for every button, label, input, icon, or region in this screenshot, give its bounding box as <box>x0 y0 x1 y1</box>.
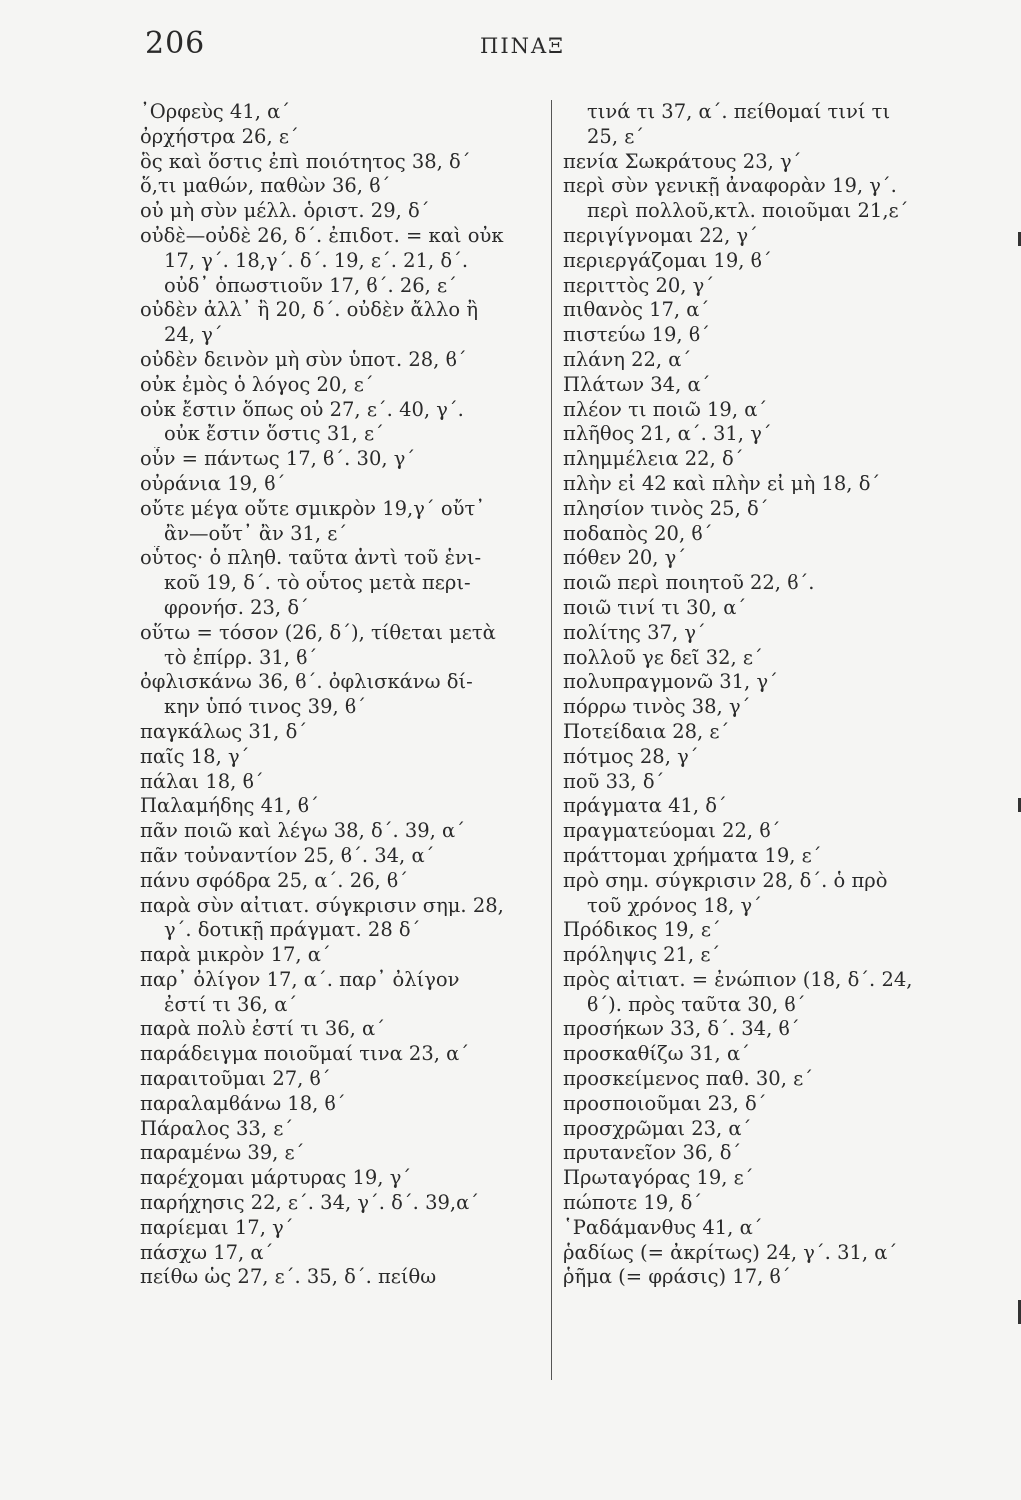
page-header <box>0 26 1021 70</box>
index-entry-line: πώποτε 19, δ΄ <box>563 1191 703 1215</box>
running-title: ΠΙΝΑΞ <box>480 34 565 58</box>
page-number: 206 <box>145 26 206 61</box>
index-entry-line: προσποιοῦμαι 23, δ΄ <box>563 1091 767 1115</box>
index-entry-line: πόθεν 20, γ΄ <box>563 546 687 570</box>
index-entry-line: πράγματα 41, δ΄ <box>563 794 727 818</box>
index-entry-line: οὕτω = τόσον (26, δ΄), τίθεται μετὰ <box>140 620 496 644</box>
index-entry-line: οὖν = πάντως 17, ϐ΄. 30, γ΄ <box>140 447 416 471</box>
index-entry-line: ποιῶ τινί τι 30, α΄ <box>563 595 747 619</box>
index-entry-line: πόρρω τινὸς 38, γ΄ <box>563 695 751 719</box>
index-entry-line: ποδαπὸς 20, ϐ΄ <box>563 521 713 545</box>
index-entry-line: πάσχω 17, α΄ <box>140 1240 274 1264</box>
index-entry-line: ϐ΄). πρὸς ταῦτα 30, ϐ΄ <box>587 992 806 1016</box>
index-entry-line: περιγίγνομαι 22, γ΄ <box>563 223 758 247</box>
index-entry-line: πολλοῦ γε δεῖ 32, ε΄ <box>563 645 763 669</box>
index-entry-line: πᾶν τοὐναντίον 25, ϐ΄. 34, α΄ <box>140 843 435 867</box>
index-entry-line: οὗτος· ὁ πληθ. ταῦτα ἀντὶ τοῦ ἑνι- <box>140 546 482 570</box>
index-entry-line: 17, γ΄. 18,γ΄. δ΄. 19, ε΄. 21, δ΄. <box>164 248 469 272</box>
index-entry-line: πείθω ὡς 27, ε΄. 35, δ΄. πείθω <box>140 1265 437 1289</box>
index-entry-line: Πάραλος 33, ε΄ <box>140 1116 294 1140</box>
index-entry-line: παρέχομαι μάρτυρας 19, γ΄ <box>140 1166 412 1190</box>
index-entry-line: προσχρῶμαι 23, α΄ <box>563 1116 752 1140</box>
index-entry-line: ἐστί τι 36, α΄ <box>164 992 298 1016</box>
index-entry-line: οὔτε μέγα οὔτε σμικρὸν 19,γ΄ οὔτ᾿ <box>140 496 485 520</box>
index-entry-line: φρονήσ. 23, δ΄ <box>164 595 309 619</box>
index-entry-line: ποῦ 33, δ΄ <box>563 769 665 793</box>
index-entry-line: προσκείμενος παθ. 30, ε΄ <box>563 1067 813 1091</box>
index-entry-line: προσκαθίζω 31, α΄ <box>563 1042 750 1066</box>
index-entry-line: πλέον τι ποιῶ 19, α΄ <box>563 397 768 421</box>
index-entry-line: Ποτείδαια 28, ε΄ <box>563 719 730 743</box>
index-entry-line: παραλαμϐάνω 18, ϐ΄ <box>140 1091 346 1115</box>
index-column-left <box>140 100 540 1290</box>
index-entry-line: οὐκ ἐμὸς ὁ λόγος 20, ε΄ <box>140 372 374 396</box>
index-entry-line: 24, γ΄ <box>164 323 223 347</box>
index-entry-line: γ΄. δοτικῇ πράγματ. 28 δ΄ <box>164 918 421 942</box>
index-entry-line: προσήκων 33, δ΄. 34, ϐ΄ <box>563 1017 800 1041</box>
index-entry-line: Πλάτων 34, α΄ <box>563 372 711 396</box>
index-entry-line: πρὸ σημ. σύγκρισιν 28, δ΄. ὁ πρὸ <box>563 868 888 892</box>
index-entry-line: Πρόδικος 19, ε΄ <box>563 918 721 942</box>
index-entry-line: πᾶν ποιῶ καὶ λέγω 38, δ΄. 39, α΄ <box>140 819 465 843</box>
index-entry-line: πρυτανεῖον 36, δ΄ <box>563 1141 742 1165</box>
index-entry-line: οὐδὲν ἀλλ᾿ ἢ 20, δ΄. οὐδὲν ἄλλο ἢ <box>140 298 479 322</box>
index-entry-line: πραγματεύομαι 22, ϐ΄ <box>563 819 781 843</box>
index-entry-line: πολίτης 37, γ΄ <box>563 620 706 644</box>
index-entry-line: πλὴν εἰ 42 καὶ πλὴν εἰ μὴ 18, δ΄ <box>563 471 881 495</box>
index-entry-line: πράττομαι χρήματα 19, ε΄ <box>563 843 822 867</box>
index-entry-line: πλῆθος 21, α΄. 31, γ΄ <box>563 422 772 446</box>
index-entry-line: παρήχησις 22, ε΄. 34, γ΄. δ΄. 39,α΄ <box>140 1191 479 1215</box>
index-entry-line: πολυπραγμονῶ 31, γ΄ <box>563 670 778 694</box>
index-entry-line: παρὰ σὺν αἰτιατ. σύγκρισιν σημ. 28, <box>140 893 504 917</box>
index-column-right <box>563 100 973 1290</box>
index-entry-line: ῾Ραδάμανθυς 41, α΄ <box>563 1215 763 1239</box>
index-entry-line: πλησίον τινὸς 25, δ΄ <box>563 496 769 520</box>
index-entry-line: πάνυ σφόδρα 25, α΄. 26, ϐ΄ <box>140 868 409 892</box>
index-entry-line: οὐράνια 19, ϐ΄ <box>140 471 286 495</box>
index-entry-line: περιττὸς 20, γ΄ <box>563 273 715 297</box>
index-entry-line: ἂν—οὔτ᾿ ἂν 31, ε΄ <box>164 521 348 545</box>
index-entry-line: πενία Σωκράτους 23, γ΄ <box>563 149 802 173</box>
index-entry-line: πιθανὸς 17, α΄ <box>563 298 710 322</box>
index-entry-line: ποιῶ περὶ ποιητοῦ 22, ϐ΄. <box>563 571 815 595</box>
index-entry-line: παγκάλως 31, δ΄ <box>140 719 308 743</box>
index-entry-line: παῖς 18, γ΄ <box>140 744 250 768</box>
index-entry-line: πότμος 28, γ΄ <box>563 744 699 768</box>
index-entry-line: παρίεμαι 17, γ΄ <box>140 1215 294 1239</box>
index-entry-line: ὀφλισκάνω 36, ϐ΄. ὀφλισκάνω δί- <box>140 670 473 694</box>
index-entry-line: οὐκ ἔστιν ὅστις 31, ε΄ <box>164 422 384 446</box>
index-entry-line: παρὰ πολὺ ἐστί τι 36, α΄ <box>140 1017 385 1041</box>
index-entry-line: πλημμέλεια 22, δ΄ <box>563 447 744 471</box>
index-entry-line: Πρωταγόρας 19, ε΄ <box>563 1166 754 1190</box>
index-entry-line: οὐκ ἔστιν ὅπως οὐ 27, ε΄. 40, γ΄. <box>140 397 464 421</box>
index-entry-line: παρὰ μικρὸν 17, α΄ <box>140 943 331 967</box>
index-entry-line: κην ὑπό τινος 39, ϐ΄ <box>164 695 366 719</box>
index-entry-line: οὐδ᾿ ὁπωστιοῦν 17, ϐ΄. 26, ε΄ <box>164 273 457 297</box>
index-entry-line: πλάνη 22, α΄ <box>563 347 692 371</box>
index-entry-line: ῥῆμα (= φράσις) 17, ϐ΄ <box>563 1265 791 1289</box>
index-entry-line: τοῦ χρόνος 18, γ΄ <box>587 893 762 917</box>
index-entry-line: ῥαδίως (= ἀκρίτως) 24, γ΄. 31, α΄ <box>563 1240 898 1264</box>
index-entry-line: παραιτοῦμαι 27, ϐ΄ <box>140 1067 331 1091</box>
index-entry-line: τινά τι 37, α΄. πείθομαί τινί τι <box>587 100 891 123</box>
column-divider <box>551 100 552 1380</box>
index-entry-line: παράδειγμα ποιοῦμαί τινα 23, α΄ <box>140 1042 470 1066</box>
index-entry-line: πρόληψις 21, ε΄ <box>563 943 721 967</box>
index-entry-line: περὶ σὺν γενικῇ ἀναφορὰν 19, γ΄. <box>563 174 897 198</box>
index-entry-line: πρὸς αἰτιατ. = ἐνώπιον (18, δ΄. 24, <box>563 967 913 991</box>
index-entry-line: οὐδὲ—οὐδὲ 26, δ΄. ἐπιδοτ. = καὶ οὐκ <box>140 223 504 247</box>
index-entry-line: περὶ πολλοῦ,κτλ. ποιοῦμαι 21,ε΄ <box>587 199 909 223</box>
index-entry-line: ᾿Ορφεὺς 41, α΄ <box>140 100 291 123</box>
index-entry-line: Παλαμήδης 41, ϐ΄ <box>140 794 319 818</box>
index-entry-line: 25, ε΄ <box>587 124 645 148</box>
index-entry-line: παραμένω 39, ε΄ <box>140 1141 305 1165</box>
index-entry-line: παρ᾿ ὀλίγον 17, α΄. παρ᾿ ὀλίγον <box>140 967 460 991</box>
index-entry-line: κοῦ 19, δ΄. τὸ οὗτος μετὰ περι- <box>164 571 471 595</box>
index-entry-line: ὀρχήστρα 26, ε΄ <box>140 124 299 148</box>
index-entry-line: πιστεύω 19, ϐ΄ <box>563 323 710 347</box>
index-entry-line: οὐ μὴ σὺν μέλλ. ὁριστ. 29, δ΄ <box>140 199 430 223</box>
index-entry-line: πάλαι 18, ϐ΄ <box>140 769 264 793</box>
index-entry-line: ὅ,τι μαθών, παθὼν 36, ϐ΄ <box>140 174 391 198</box>
index-entry-line: οὐδὲν δεινὸν μὴ σὺν ὑποτ. 28, ϐ΄ <box>140 347 467 371</box>
index-entry-line: τὸ ἐπίρρ. 31, ϐ΄ <box>164 645 318 669</box>
index-entry-line: περιεργάζομαι 19, ϐ΄ <box>563 248 772 272</box>
index-entry-line: ὃς καὶ ὅστις ἐπὶ ποιότητος 38, δ΄ <box>140 149 471 173</box>
